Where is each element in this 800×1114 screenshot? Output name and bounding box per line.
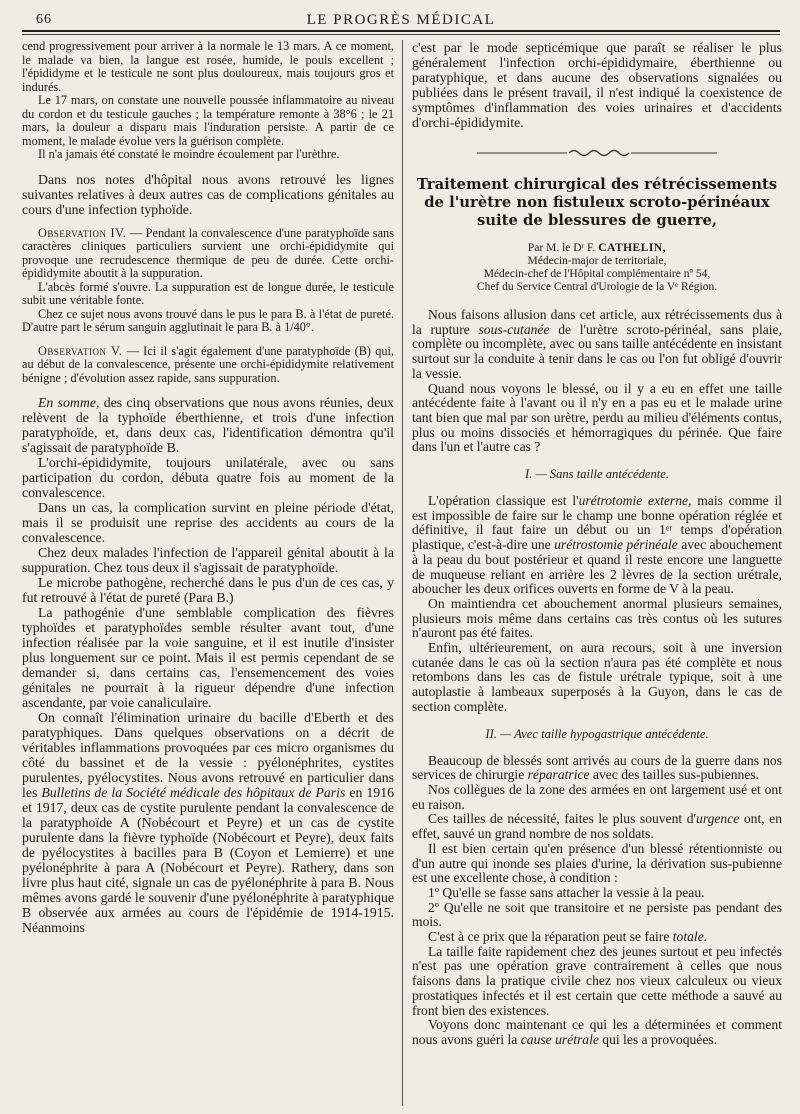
paragraph: L'abcès formé s'ouvre. La suppuration est de longue durée, le testicule subit une véritable fonte. <box>22 279 394 307</box>
paragraph-text: Nous faisons allusion dans cet article, aux rétrécissements dus à la rupture <box>412 307 782 337</box>
paragraph-citations <box>22 710 394 935</box>
article-title: Traitement chirurgical des rétrécissements de l'urètre non fistuleux scroto-périnéaux suite de blessures de guerre, <box>416 176 778 229</box>
paragraph-text: Beaucoup de blessés sont arrivés au cours de la guerre dans nos services de chirurgie <box>412 752 782 783</box>
page-number: 66 <box>36 12 52 27</box>
header-rule-thin <box>22 34 780 35</box>
italic-term: réparatrice <box>527 767 590 783</box>
paragraph-text: qui les a provoquées. <box>598 1031 718 1047</box>
observation-label: Observation IV. <box>38 225 127 240</box>
paragraph: 1º Qu'elle se fasse sans attacher la vessie à la peau. <box>428 884 705 900</box>
paragraph: Chez ce sujet nous avons trouvé dans le pus le para B. à l'état de pureté. D'autre part le sérum sanguin agglutinait le para B. à 1/40°. <box>22 306 394 334</box>
paragraph-urgence <box>412 812 782 841</box>
paragraph: Le microbe pathogène, recherché dans le pus d'un de ces cas, y fut retrouvé à l'état de pureté (Para B.) <box>22 575 394 605</box>
paragraph-text: Voyons donc maintenant ce qui les a déterminées et comment nous avons guéri la <box>412 1017 782 1047</box>
header-rule <box>22 30 780 32</box>
paragraph: On maintiendra cet abouchement anormal plusieurs semaines, plusieurs mois même dans certains cas très contus où les sutures n'auront pas été faites. <box>412 595 782 641</box>
continuation-paragraph: c'est par le mode septicémique que paraît se réaliser le plus généralement l'infection orchi-épididymaire, éberthienne ou paratyphique, et dans aucune des observations signalées ou publiées dans le présent travail, il n'est indiqué la coexistence de symptômes d'inflammation des voies urinaires et d'accidents d'orchi-épididymite. <box>412 40 782 130</box>
paragraph-text: des cinq observations que nous avons réunies, deux relèvent de la typhoïde éberthienne, et trois d'une infection paratyphoïde, et, dans deux cas, l'identification démontra qu'il s'agissait de paratyphoïde B. <box>22 395 394 455</box>
paragraph: La taille faite rapidement chez des jeunes surtout et peu infectés n'est pas une opération grave contrairement à celles que nous faisons dans la pratique civile chez nos vieux calculeux ou vieux prostatiques infectés et il est certain que cette méthode a sauvé au front bien des existences. <box>412 943 782 1018</box>
paragraph: La pathogénie d'une semblable complication des fièvres typhoïdes et paratyphoïdes semble résulter avant tout, d'une infection réalisée par la voie sanguine, et il est inutile d'insister plus longuement sur ce point. Mais il est permis cependant de se demander si, dans certains cas, l'ensemencement des voies génitales ne pourrait à la rigueur dépendre d'une infection ascendante, par voie canaliculaire. <box>22 605 394 710</box>
paragraph-text: en 1916 et 1917, deux cas de cystite purulente pendant la convalescence de la paratyphoïde A (Nobécourt et Peyre) et un cas de cystite purulente dans la fièvre typhoïde (Nobécourt et Peyre), deux faits de pyélocystites à bacilles para B (Coyon et Lemierre) et une pyélonéphrite à para A (Nobécourt et Peyre). Rathery, dans son livre plus haut cité, signale un cas de pyélonéphrite à para B. Nous mêmes avons gardé le souvenir d'une pyélonéphrite à paratyphique B observée aux armées au cours de l'épidémie de 1914-1915. Néanmoins <box>22 785 394 935</box>
intro-paragraph <box>412 308 782 382</box>
paragraph: Quand nous voyons le blessé, ou il y a eu en effet une taille antécédente faite à l'avant ou il n'y en a pas eu et le malade urine tant bien que mal par son urètre, perdu au milieu d'éléments contus, plus ou moins dissociés et hémorragiques du périnée. Que faire dans l'un et l'autre cas ? <box>412 380 782 455</box>
ornament-divider <box>477 148 717 158</box>
paragraph-text: mais comme il est impossible de faire sur le champ une bonne opération réglée et définitive, il faut faire un début ou un 1ᵉʳ temps d'opération plastique, c'est-à-dire une <box>412 493 782 553</box>
paragraph-text: L'opération classique est l' <box>428 493 579 509</box>
italic-term: cause urétrale <box>520 1031 599 1047</box>
section-2-first <box>412 754 782 783</box>
observation-label: Observation V. <box>38 343 123 358</box>
paragraph-text: avec des tailles sus-pubiennes. <box>589 767 760 783</box>
paragraph-closing <box>412 1018 782 1047</box>
paragraph: Il est bien certain qu'en présence d'un blessé rétentionniste ou d'un autre qui inonde ses plaies d'urine, la dérivation sus-pubienne est une excellente chose, à condition : <box>412 840 782 886</box>
section-heading-2: II. — Avec taille hypogastrique antécédente. <box>485 726 709 741</box>
paragraph: Le 17 mars, on constate une nouvelle poussée inflammatoire au niveau du cordon et du testicule gauches ; la température remonte à 38°6 ; le 21 mars, la douleur a disparu mais l'induration persiste. A partir de ce moment, le malade évolue vers la guérison complète. <box>22 93 394 148</box>
italic-term: urétrotomie externe, <box>578 493 692 509</box>
right-column <box>412 40 782 1108</box>
paragraph-text: ont, en effet, sauvé un grand nombre de nos soldats. <box>412 811 782 842</box>
affiliation: Médecin-major de territoriale, <box>527 255 667 267</box>
paragraph: L'orchi-épididymite, toujours unilatérale, avec ou sans participation du cordon, débuta quatre fois au moment de la convalescence. <box>22 455 394 500</box>
section-heading-1: I. — Sans taille antécédente. <box>524 467 670 482</box>
italic-term: urgence <box>696 811 740 827</box>
column-divider <box>402 40 403 1106</box>
observation-iv-first <box>22 227 394 281</box>
paragraph: Chez deux malades l'infection de l'appareil génital aboutit à la suppuration. Chez tous deux il s'agissait de paratyphoïde. <box>22 545 394 575</box>
author-name: CATHELIN, <box>598 242 667 254</box>
intro-paragraph: Dans nos notes d'hôpital nous avons retrouvé les lignes suivantes relatives à deux autres cas de complications génitales au cours d'une infection typhoïde. <box>22 171 394 217</box>
paragraph-text: de l'urètre scroto-périnéal, sans plaie, complète ou incomplète, avec ou sans taille antécédente en insistant surtout sur la conduite à tenir dans le cas ou l'on fut obligé d'ouvrir la vessie. <box>412 321 782 381</box>
italic-term: sous-cutanée <box>478 321 550 337</box>
paragraph-text: Ces tailles de nécessité, faites le plus souvent d' <box>428 811 697 827</box>
byline-prefix: Par M. le Dʳ F. <box>527 242 596 254</box>
paragraph: cend progressivement pour arriver à la normale le 13 mars. A ce moment, le malade va bien, la langue est rosée, humide, le pouls excellent ; l'épididyme et le testicule ne sont plus douloureux, mais toujours gros et indurés. <box>22 40 394 94</box>
paragraph: Nos collègues de la zone des armées en ont largement usé et ont eu raison. <box>412 781 782 812</box>
byline <box>412 242 782 294</box>
journal-title: LE PROGRÈS MÉDICAL <box>306 12 496 28</box>
paragraph-text: On connaît l'élimination urinaire du bacille d'Eberth et des paratyphiques. Dans quelques observations on a décrit de véritables inflammations provoquées par ces micro organismes du côté du bassinet et de la vessie : pyélonéphrites, cystites purulentes, pyélocystites. Nous avons retrouvé en particulier dans les <box>22 710 394 800</box>
paragraph: Enfin, ultérieurement, on aura recours, soit à une inversion cutanée dans le cas où la section n'aura pas été complète et nous retombons dans les cas de fistule urétrale typique, soit à une autoplastie à lambeaux superposés à la Guyon, dans le cas de section complète. <box>412 640 782 714</box>
affiliation: Chef du Service Central d'Urologie de la Vᵉ Région. <box>476 281 718 293</box>
paragraph-totale <box>412 930 782 945</box>
observation-text: — Pendant la convalescence d'une paratyphoïde sans caractères cliniques particuliers survient une orchi-épididymite qui provoque une recrudescence thermique de peu de durée. Cette orchi-épididymite aboutit à la suppuration. <box>22 225 394 280</box>
paragraph-text: C'est à ce prix que la réparation peut se faire <box>428 929 673 945</box>
affiliation: Médecin-chef de l'Hôpital complémentaire nº 54, <box>483 268 711 280</box>
left-column <box>22 40 394 1108</box>
section-1-first <box>412 494 782 597</box>
paragraph: Il n'a jamais été constaté le moindre écoulement par l'urèthre. <box>38 147 340 161</box>
paragraph: 2º Qu'elle ne soit que transitoire et ne persiste pas pendant des mois. <box>412 899 782 930</box>
byline-author-line <box>412 242 782 255</box>
italic-lead: En somme, <box>38 395 100 410</box>
paragraph-text: avec abouchement à la peau du bout postérieur et quand il reste encore une languette de muqueuse reliant en arrière les 2 lèvres de la section urétrale, aboucher les deux orifices ouverts en forme de V à la peau. <box>412 537 782 597</box>
observation-text: — Ici il s'agit également d'une paratyphoïde (B) qui, au début de la convalescence, présente une orchi-épididymite relativement bénigne ; d'évolution assez rapide, sans suppuration. <box>22 343 394 385</box>
italic-term: totale. <box>672 929 708 945</box>
italic-citation: Bulletins de la Société médicale des hôpitaux de Paris <box>41 785 346 800</box>
italic-term: urétrostomie périnéale <box>554 537 678 553</box>
page-header <box>22 8 780 30</box>
paragraph: Dans un cas, la complication survint en pleine période d'état, mais il se produisit une reprise des accidents au cours de la convalescence. <box>22 500 394 545</box>
conclusion-first <box>22 395 394 455</box>
observation-v-first <box>22 345 394 386</box>
